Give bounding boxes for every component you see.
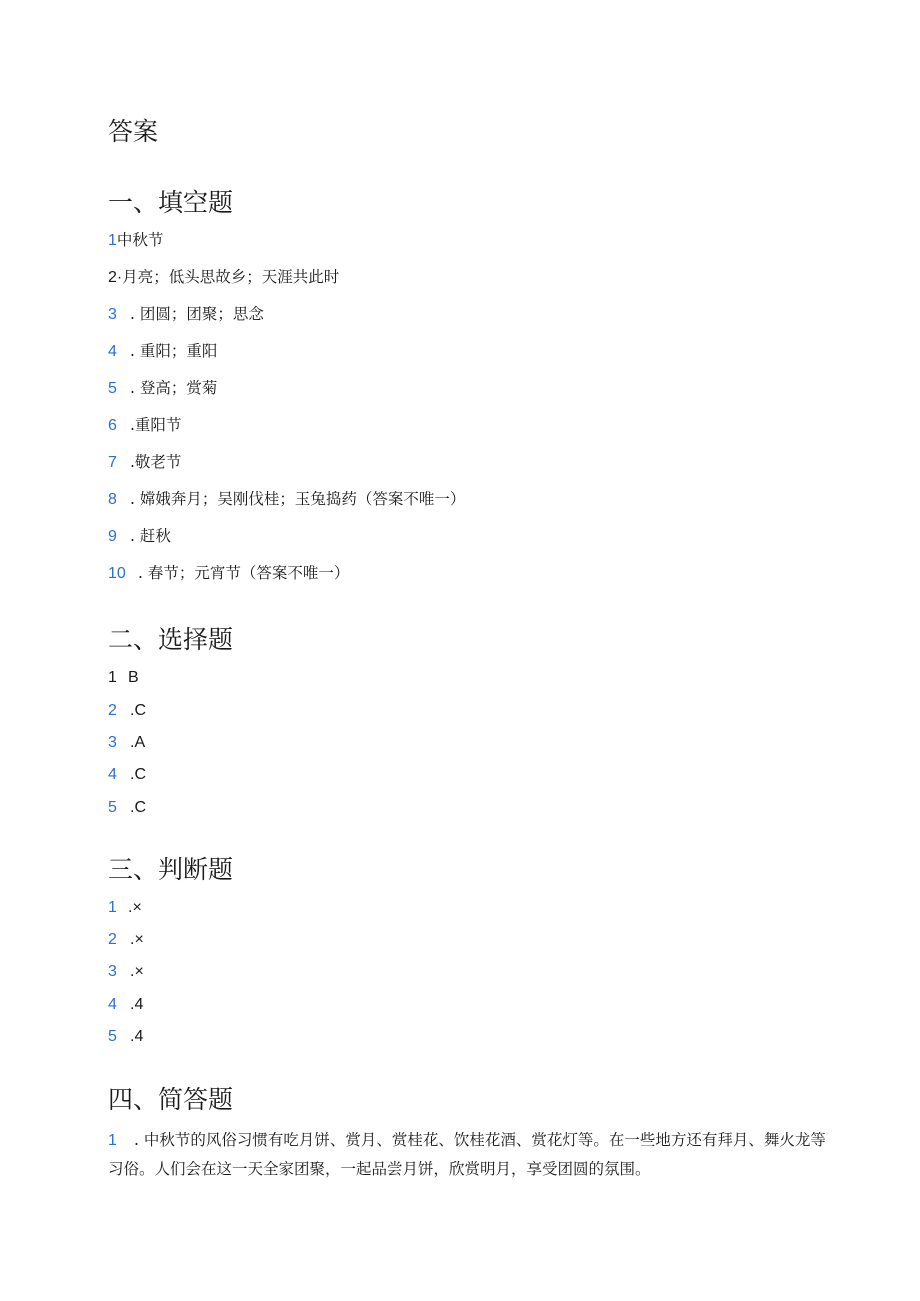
item-number: 1 [108,1132,117,1149]
list-item [108,376,217,400]
item-answer: .C [130,766,146,783]
list-item [108,413,181,437]
item-answer: .C [130,799,146,816]
list-item [108,895,142,919]
item-answer: . 登高；赏菊 [130,379,218,397]
list-item [108,730,145,754]
item-answer: .× [128,899,142,916]
item-number: 7 [108,454,117,471]
item-number: 1 [108,232,117,249]
item-number: 4 [108,766,117,783]
item-number: 6 [108,417,117,434]
page-title: 答案 [108,117,159,146]
list-item [108,959,144,983]
item-answer: .4 [130,996,144,1013]
item-answer: 月亮；低头思故乡；天涯共此时 [122,268,340,286]
list-item [108,524,171,548]
list-item [108,339,217,363]
item-answer: .A [130,734,146,751]
list-item [108,927,144,951]
item-answer: .4 [130,1028,144,1045]
item-number: 8 [108,491,117,508]
item-answer: . 赶秋 [130,527,171,545]
item-answer: . 春节；元宵节（答案不唯一） [138,564,350,582]
list-item [108,265,339,289]
list-item [108,795,146,819]
item-answer: . 嫦娥奔月；吴刚伐桂；玉兔捣药（答案不唯一） [130,490,466,508]
item-number: 2 [108,702,117,719]
list-item [108,228,163,252]
list-item [108,992,143,1016]
list-item [108,487,465,511]
item-answer: B [128,669,139,686]
list-item [108,665,139,689]
item-number: 3 [108,734,117,751]
list-item [108,561,349,585]
item-number: 2 [108,931,117,948]
item-number: 5 [108,380,117,397]
item-answer: .× [130,931,144,948]
item-number: 4 [108,343,117,360]
item-answer: .敬老节 [130,453,182,471]
list-item [108,1024,143,1048]
list-item [108,762,146,786]
item-answer: . 中秋节的风俗习惯有吃月饼、赏月、赏桂花、饮桂花酒、赏花灯等。在一些地方还有拜月、舞火龙等习俗。人们会在这一天全家团聚，一起品尝月饼，欣赏明月，享受团圆的氛围。 [108,1131,826,1178]
item-number: 10 [108,565,126,582]
item-answer: . 团圆；团聚；思念 [130,305,264,323]
item-number: 5 [108,1028,117,1045]
item-number: 1 [108,669,117,686]
item-answer: .C [130,702,146,719]
item-answer: .重阳节 [130,416,182,434]
list-item [108,450,181,474]
item-answer: 中秋节 [116,231,164,249]
item-number: 4 [108,996,117,1013]
item-number: 5 [108,799,117,816]
section-heading-judge: 三、判断题 [108,855,234,884]
item-number: 2· [108,269,123,286]
item-answer: .× [130,963,144,980]
item-answer: . 重阳；重阳 [130,342,218,360]
item-number: 1 [108,899,117,916]
section-heading-short: 四、简答题 [108,1085,234,1114]
list-item [108,698,146,722]
item-number: 3 [108,963,117,980]
short-answer-item [108,1126,828,1183]
item-number: 9 [108,528,117,545]
section-heading-choice: 二、选择题 [108,625,234,654]
list-item [108,302,264,326]
item-number: 3 [108,306,117,323]
section-heading-fill: 一、填空题 [108,188,234,217]
